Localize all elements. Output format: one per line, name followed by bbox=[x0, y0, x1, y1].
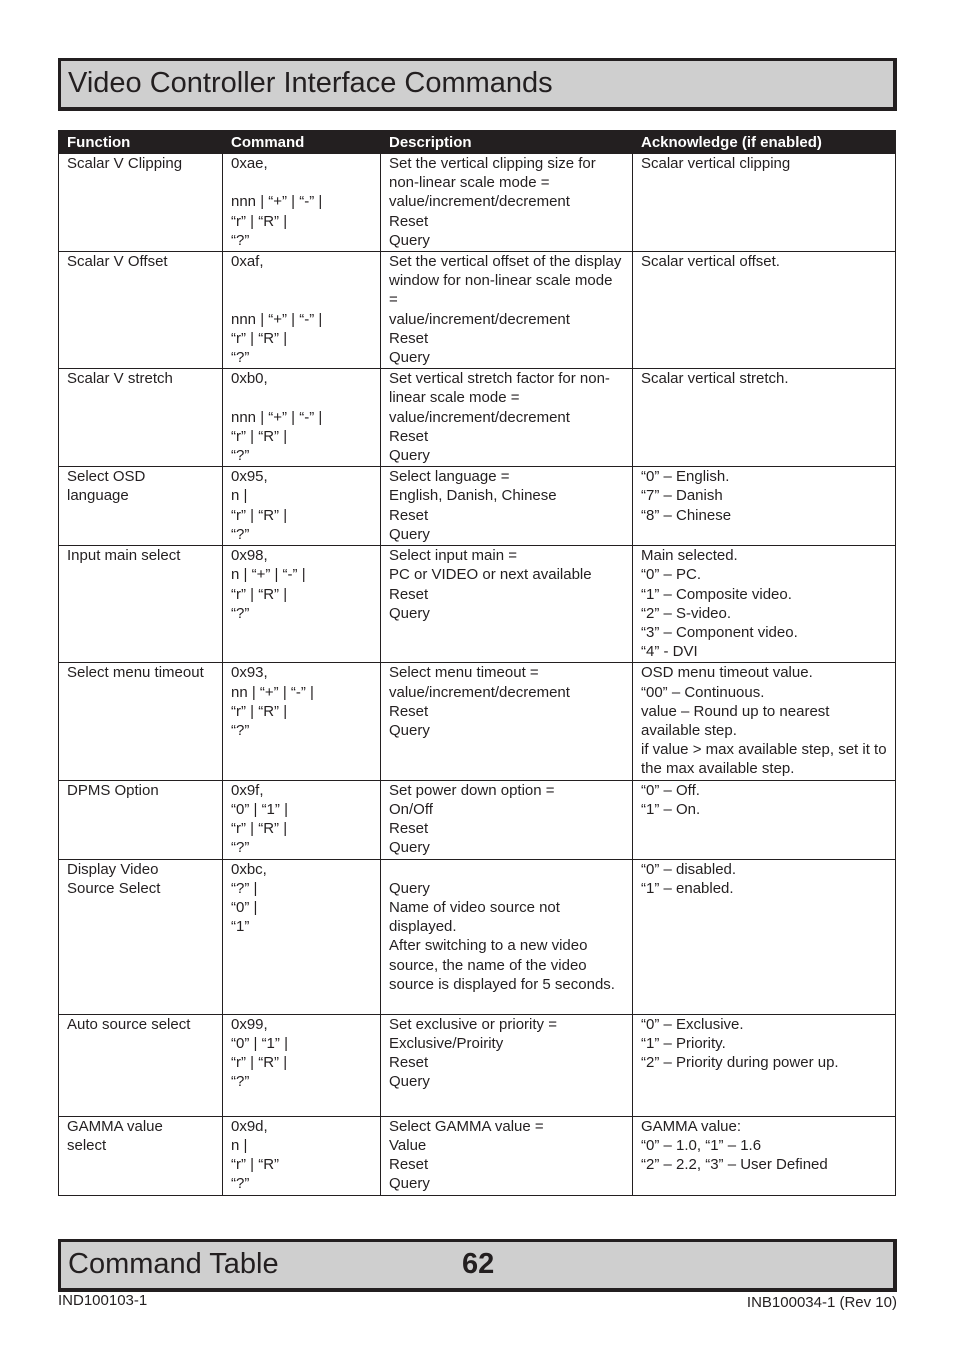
table-row bbox=[59, 467, 896, 546]
table-row bbox=[59, 252, 896, 369]
table-row bbox=[59, 780, 896, 859]
function-cell: Scalar V Clipping bbox=[59, 154, 223, 252]
description-cell: Select input main = PC or VIDEO or next available Reset Query bbox=[381, 546, 633, 663]
table-row bbox=[59, 546, 896, 663]
function-cell: Display Video Source Select bbox=[59, 859, 223, 1014]
table-row bbox=[59, 369, 896, 467]
command-table bbox=[58, 130, 896, 1196]
acknowledge-cell: “0” – disabled. “1” – enabled. bbox=[633, 859, 896, 1014]
command-cell: 0xae, nnn | “+” | “-” | “r” | “R” | “?” bbox=[223, 154, 381, 252]
table-row bbox=[59, 1014, 896, 1116]
document-code-left: IND100103-1 bbox=[58, 1292, 148, 1309]
acknowledge-cell: Scalar vertical clipping bbox=[633, 154, 896, 252]
table-row bbox=[59, 859, 896, 1014]
acknowledge-cell: Scalar vertical stretch. bbox=[633, 369, 896, 467]
acknowledge-cell: “0” – Exclusive. “1” – Priority. “2” – Priority during power up. bbox=[633, 1014, 896, 1116]
description-cell: Set vertical stretch factor for non-linear scale mode = value/increment/decrement Reset Query bbox=[381, 369, 633, 467]
column-header-function: Function bbox=[59, 131, 223, 154]
description-cell: Select language = English, Danish, Chinese Reset Query bbox=[381, 467, 633, 546]
function-cell: Select menu timeout bbox=[59, 663, 223, 780]
description-cell: Set power down option = On/Off Reset Query bbox=[381, 780, 633, 859]
description-cell: Select GAMMA value = Value Reset Query bbox=[381, 1116, 633, 1195]
column-header-acknowledge: Acknowledge (if enabled) bbox=[633, 131, 896, 154]
command-cell: 0xbc, “?” | “0” | “1” bbox=[223, 859, 381, 1014]
command-cell: 0x9f, “0” | “1” | “r” | “R” | “?” bbox=[223, 780, 381, 859]
acknowledge-cell: OSD menu timeout value. “00” – Continuous. value – Round up to nearest available step. if value > max available step, set it to the max available step. bbox=[633, 663, 896, 780]
command-cell: 0x99, “0” | “1” | “r” | “R” | “?” bbox=[223, 1014, 381, 1116]
table-header-row bbox=[59, 131, 896, 154]
table-row bbox=[59, 1116, 896, 1195]
command-cell: 0xb0, nnn | “+” | “-” | “r” | “R” | “?” bbox=[223, 369, 381, 467]
function-cell: Auto source select bbox=[59, 1014, 223, 1116]
function-cell: Scalar V stretch bbox=[59, 369, 223, 467]
header-title-bar bbox=[58, 58, 897, 111]
function-cell: Select OSD language bbox=[59, 467, 223, 546]
acknowledge-cell: Main selected. “0” – PC. “1” – Composite video. “2” – S-video. “3” – Component video. “4” - DVI bbox=[633, 546, 896, 663]
function-cell: Input main select bbox=[59, 546, 223, 663]
description-cell: Select menu timeout = value/increment/decrement Reset Query bbox=[381, 663, 633, 780]
acknowledge-cell: GAMMA value: “0” – 1.0, “1” – 1.6 “2” – 2.2, “3” – User Defined bbox=[633, 1116, 896, 1195]
command-cell: 0x9d, n | “r” | “R” “?” bbox=[223, 1116, 381, 1195]
function-cell: GAMMA value select bbox=[59, 1116, 223, 1195]
description-cell: Set the vertical offset of the display window for non-linear scale mode = value/increment/decrement Reset Query bbox=[381, 252, 633, 369]
column-header-command: Command bbox=[223, 131, 381, 154]
table-row bbox=[59, 154, 896, 252]
function-cell: DPMS Option bbox=[59, 780, 223, 859]
section-title: Command Table bbox=[68, 1248, 279, 1280]
page-title: Video Controller Interface Commands bbox=[68, 67, 553, 99]
table-row bbox=[59, 663, 896, 780]
description-cell: Query Name of video source not displayed. After switching to a new video source, the name of the video source is displayed for 5 seconds. bbox=[381, 859, 633, 1014]
description-cell: Set exclusive or priority = Exclusive/Proirity Reset Query bbox=[381, 1014, 633, 1116]
command-cell: 0x95, n | “r” | “R” | “?” bbox=[223, 467, 381, 546]
footer-bar bbox=[58, 1239, 897, 1292]
command-cell: 0x93, nn | “+” | “-” | “r” | “R” | “?” bbox=[223, 663, 381, 780]
acknowledge-cell: Scalar vertical offset. bbox=[633, 252, 896, 369]
description-cell: Set the vertical clipping size for non-linear scale mode = value/increment/decrement Reset Query bbox=[381, 154, 633, 252]
column-header-description: Description bbox=[381, 131, 633, 154]
acknowledge-cell: “0” – Off. “1” – On. bbox=[633, 780, 896, 859]
page-number: 62 bbox=[462, 1248, 495, 1280]
command-cell: 0x98, n | “+” | “-” | “r” | “R” | “?” bbox=[223, 546, 381, 663]
command-cell: 0xaf, nnn | “+” | “-” | “r” | “R” | “?” bbox=[223, 252, 381, 369]
acknowledge-cell: “0” – English. “7” – Danish “8” – Chinese bbox=[633, 467, 896, 546]
function-cell: Scalar V Offset bbox=[59, 252, 223, 369]
document-code-right: INB100034-1 (Rev 10) bbox=[746, 1294, 897, 1311]
